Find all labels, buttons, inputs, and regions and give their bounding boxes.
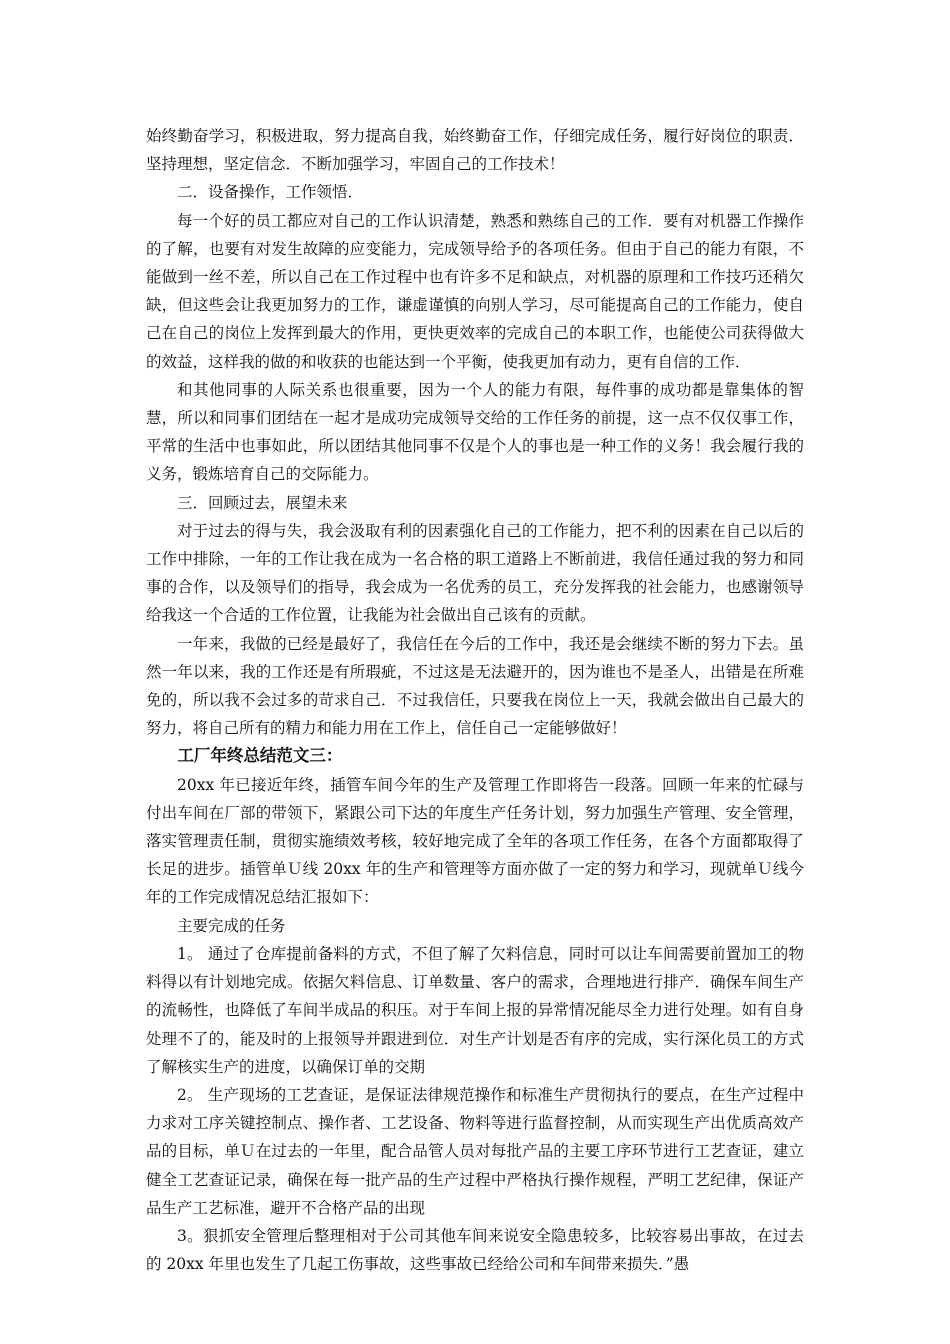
paragraph-one-year: 一年来，我做的已经是最好了，我信任在今后的工作中，我还是会继续不断的努力下去。虽然一年以来，我的工作还是有所瑕疵，不过这是无法避开的，因为谁也不是圣人，出错是在所难免的，所以我不会过多的苛求自己．不过我信任，只要我在岗位上一天，我就会做出自己最大的努力，将自己所有的精力和能力用在工作上，信任自己一定能够做好！ bbox=[146, 634, 804, 738]
list-item-2: 2。 生产现场的工艺查证，是保证法律规范操作和标准生产贯彻执行的要点，在生产过程中力求对工序关键控制点、操作者、工艺设备、物料等进行监督控制，从而实现生产出优质高效产品的目标，单Ｕ在过去的一年里，配合品管人员对每批产品的主要工序环节进行工艺查证，建立健全工艺查证记录，确保在每一批产品的生产过程中严格执行操作规程，严明工艺纪律，保证产品生产工艺标准，避开不合格产品的出现 bbox=[146, 1085, 804, 1217]
list-item-1: 1。 通过了仓库提前备料的方式，不但了解了欠料信息，同时可以让车间需要前置加工的物料得以有计划地完成。依据欠料信息、订单数量、客户的需求，合理地进行排产．确保车间生产的流畅性，也降低了车间半成品的积压。对于车间上报的异常情况能尽全力进行处理。如有自身处理不了的，能及时的上报领导并跟进到位．对生产计划是否有序的完成，实行深化员工的方式了解核实生产的进度，以确保订单的交期 bbox=[146, 944, 804, 1076]
paragraph-continuation: 始终勤奋学习，积极进取，努力提高自我，始终勤奋工作，仔细完成任务，履行好岗位的职责．坚持理想，坚定信念．不断加强学习，牢固自己的工作技术！ bbox=[146, 127, 804, 174]
paragraph-colleague-relations: 和其他同事的人际关系也很重要，因为一个人的能力有限，每件事的成功都是靠集体的智慧，所以和同事们团结在一起才是成功完成领导交给的工作任务的前提，这一点不仅仅事工作，平常的生活中也事如此，所以团结其他同事不仅是个人的事也是一种工作的义务！我会履行我的义务，锻炼培育自己的交际能力。 bbox=[146, 380, 804, 484]
list-item-3: 3。狠抓安全管理后整理相对于公司其他车间来说安全隐患较多，比较容易出事故，在过去的 20xx 年里也发生了几起工伤事故，这些事故已经给公司和车间带来损失．”愚 bbox=[146, 1226, 804, 1274]
paragraph-gains-losses: 对于过去的得与失，我会汲取有利的因素强化自己的工作能力，把不利的因素在自己以后的工作中排除，一年的工作让我在成为一名合格的职工道路上不断前进，我信任通过我的努力和同事的合作，以及领导们的指导，我会成为一名优秀的员工，充分发挥我的社会能力，也感谢领导给我这一个合适的工作位置，让我能为社会做出自己该有的贡献。 bbox=[146, 521, 804, 625]
document-page bbox=[146, 122, 804, 1278]
section-heading-equipment: 二．设备操作，工作领悟． bbox=[177, 183, 364, 202]
article-heading: 工厂年终总结范文三： bbox=[177, 746, 343, 766]
paragraph-work-understanding: 每一个好的员工都应对自己的工作认识清楚，熟悉和熟练自己的工作．要有对机器工作操作的了解，也要有对发生故障的应变能力，完成领导给予的各项任务。但由于自己的能力有限，不能做到一丝不差，所以自己在工作过程中也有许多不足和缺点，对机器的原理和工作技巧还稍欠缺，但这些会让我更加努力的工作，谦虚谨慎的向别人学习，尽可能提高自己的工作能力，使自己在自己的岗位上发挥到最大的作用，更快更效率的完成自己的本职工作，也能使公司获得做大的效益，这样我的做的和收获的也能达到一个平衡，使我更加有动力，更有自信的工作． bbox=[146, 211, 804, 371]
section-heading-tasks: 主要完成的任务 bbox=[177, 916, 286, 935]
section-heading-review: 三．回顾过去，展望未来 bbox=[177, 493, 348, 512]
paragraph-intro: 20xx 年已接近年终，插管车间今年的生产及管理工作即将告一段落。回顾一年来的忙碌与付出车间在厂部的带领下，紧跟公司下达的年度生产任务计划，努力加强生产管理、安全管理，落实管理责任制，贯彻实施绩效考核，较好地完成了全年的各项工作任务，在各个方面都取得了长足的进步。插管单Ｕ线 20xx 年的生产和管理等方面亦做了一定的努力和学习，现就单Ｕ线今年的工作完成情况总结汇报如下： bbox=[146, 775, 804, 907]
